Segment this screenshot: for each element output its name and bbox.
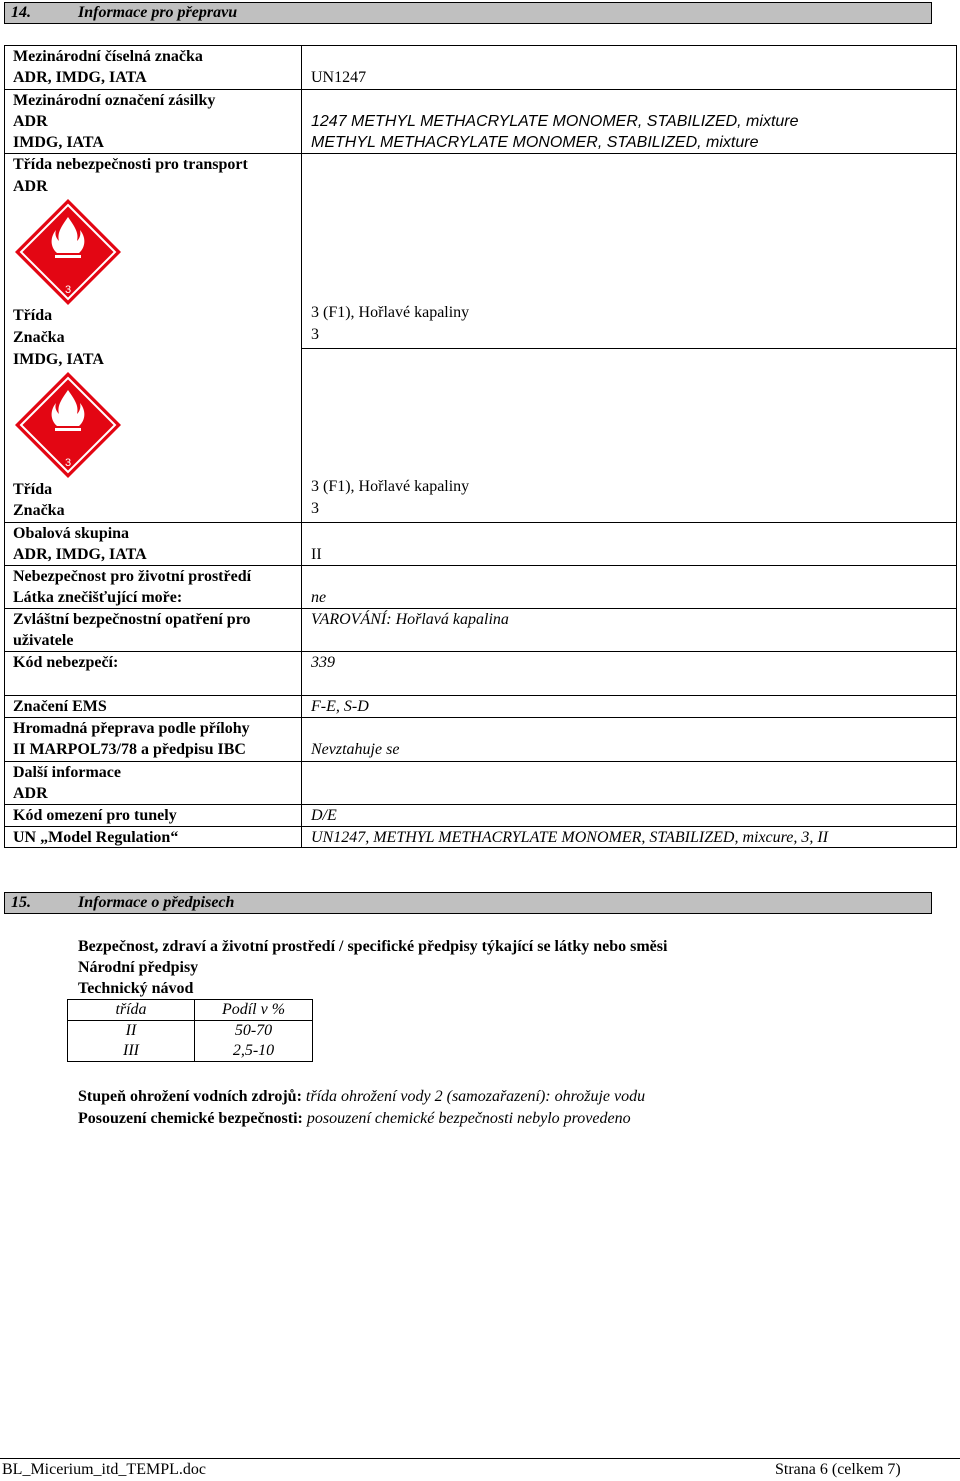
table-header-share: Podíl v % xyxy=(195,1000,313,1021)
hazard-class-adr: ADR xyxy=(13,178,48,195)
un-model-value: UN1247, METHYL METHACRYLATE MONOMER, STABILIZED, mixcure, 3, II xyxy=(311,829,829,846)
hazard-code-value: 339 xyxy=(311,654,335,671)
marine-pollutant-label: Látka znečišťující moře: xyxy=(13,589,183,606)
table-cell: III xyxy=(68,1041,195,1062)
section-14-header xyxy=(4,2,932,24)
packing-group-codes: ADR, IMDG, IATA xyxy=(13,546,147,563)
special-precautions-label-2: uživatele xyxy=(13,632,74,649)
imdg-class-value: 3 (F1), Hořlavé kapaliny xyxy=(311,478,470,495)
adr-mark-label: Značka xyxy=(13,329,65,346)
water-hazard-label: Stupeň ohrožení vodních zdrojů: xyxy=(78,1088,302,1105)
shipping-name-label: Mezinárodní označení zásilky xyxy=(13,92,216,109)
adr-class-label: Třída xyxy=(13,307,53,324)
un-model-label: UN „Model Regulation“ xyxy=(13,829,179,846)
imdg-class-label: Třída xyxy=(13,481,53,498)
env-hazard-label: Nebezpečnost pro životní prostředí xyxy=(13,568,252,585)
table-row xyxy=(68,1041,313,1062)
water-hazard-value: třída ohrožení vody 2 (samozařazení): ohrožuje vodu xyxy=(301,1088,646,1105)
class-share-table xyxy=(67,999,313,1062)
chemical-safety-value: posouzení chemické bezpečnosti nebylo provedeno xyxy=(302,1110,631,1127)
adr-class-value: 3 (F1), Hořlavé kapaliny xyxy=(311,304,470,321)
shipping-name-value-imdg: METHYL METHACRYLATE MONOMER, STABILIZED, mixture xyxy=(311,134,759,151)
ems-value: F-E, S-D xyxy=(311,698,369,715)
packing-group-label: Obalová skupina xyxy=(13,525,130,542)
footer-divider xyxy=(0,1458,960,1459)
other-info-label: Další informace xyxy=(13,764,121,781)
other-info-adr: ADR xyxy=(13,785,48,802)
table-header-class: třída xyxy=(68,1000,195,1021)
tunnel-code-label: Kód omezení pro tunely xyxy=(13,807,177,824)
hazard-class-label: Třída nebezpečnosti pro transport xyxy=(13,156,248,173)
section-title: Informace pro přepravu xyxy=(78,4,238,21)
shipping-name-value-adr: 1247 METHYL METHACRYLATE MONOMER, STABILIZED, mixture xyxy=(311,113,799,130)
section-15-header xyxy=(4,892,932,914)
shipping-name-imdg: IMDG, IATA xyxy=(13,134,104,151)
adr-mark-value: 3 xyxy=(311,326,319,343)
chemical-safety-label: Posouzení chemické bezpečnosti: xyxy=(78,1110,303,1127)
un-label-codes: ADR, IMDG, IATA xyxy=(13,69,147,86)
table-cell: 2,5-10 xyxy=(195,1041,313,1062)
table-row xyxy=(68,1021,313,1042)
table-cell: II xyxy=(68,1021,195,1042)
chemical-safety-line xyxy=(78,1108,631,1129)
imdg-label: IMDG, IATA xyxy=(13,351,104,368)
technical-guide: Technický návod xyxy=(78,980,194,997)
placard-number: 3 xyxy=(64,284,72,296)
national-regulations: Národní předpisy xyxy=(78,959,199,976)
imdg-mark-label: Značka xyxy=(13,502,65,519)
un-value: UN1247 xyxy=(311,69,367,86)
regulations-heading: Bezpečnost, zdraví a životní prostředí / specifické předpisy týkající se látky nebo směsi xyxy=(78,938,668,955)
footer-filename: BL_Micerium_itd_TEMPL.doc xyxy=(2,1461,206,1478)
section-number: 14. xyxy=(11,4,31,21)
shipping-name-adr: ADR xyxy=(13,113,48,130)
section-title: Informace o předpisech xyxy=(78,894,235,911)
placard-number: 3 xyxy=(64,457,72,469)
bulk-transport-label: Hromadná přeprava podle přílohy xyxy=(13,720,250,737)
flammable-placard-icon xyxy=(13,197,123,307)
packing-group-value: II xyxy=(311,546,322,563)
table-cell: 50-70 xyxy=(195,1021,313,1042)
flammable-placard-icon xyxy=(13,370,123,480)
tunnel-code-value: D/E xyxy=(311,807,337,824)
imdg-mark-value: 3 xyxy=(311,500,319,517)
special-precautions-value: VAROVÁNÍ: Hořlavá kapalina xyxy=(311,611,509,628)
table-header-row xyxy=(68,1000,313,1021)
un-label: Mezinárodní číselná značka xyxy=(13,48,203,65)
water-hazard-line xyxy=(78,1086,645,1107)
marine-pollutant-value: ne xyxy=(311,589,327,606)
hazard-code-label: Kód nebezpečí: xyxy=(13,654,119,671)
bulk-transport-value: Nevztahuje se xyxy=(311,741,400,758)
footer-page-number: Strana 6 (celkem 7) xyxy=(775,1461,901,1478)
special-precautions-label: Zvláštní bezpečnostní opatření pro xyxy=(13,611,251,628)
section-number: 15. xyxy=(11,894,31,911)
bulk-transport-label-2: II MARPOL73/78 a předpisu IBC xyxy=(13,741,246,758)
ems-label: Značení EMS xyxy=(13,698,107,715)
